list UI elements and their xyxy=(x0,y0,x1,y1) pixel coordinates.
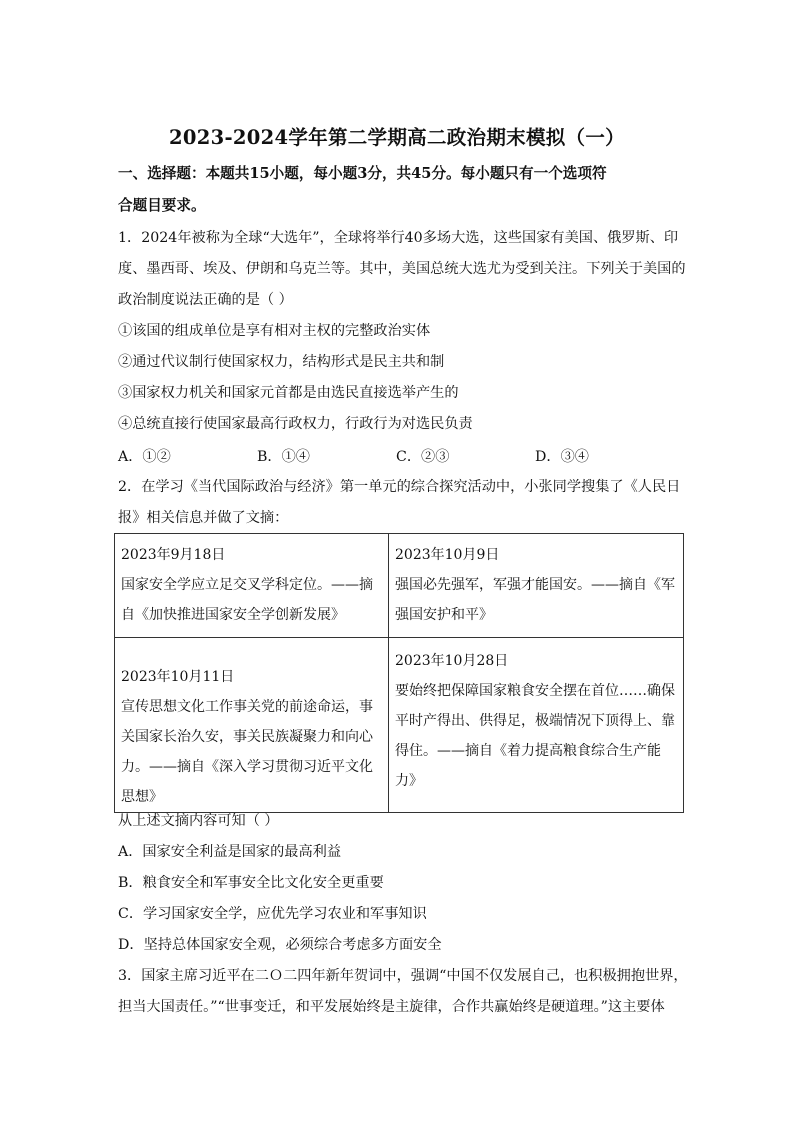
page-title: 2023-2024学年第二学期高二政治期末模拟（一） xyxy=(169,126,625,149)
digest-date: 2023年10月11日 xyxy=(121,669,235,685)
digest-cell xyxy=(389,638,684,813)
section-heading-cont: 合题目要求。 xyxy=(118,197,206,214)
section-heading: 一、选择题：本题共15小题，每小题3分，共45分。每小题只有一个选项符 xyxy=(118,165,607,182)
q1-options xyxy=(118,446,678,466)
table-row xyxy=(115,534,684,638)
q1-stem-line-1: 1．2024年被称为全球“大选年”，全球将举行40多场大选，这些国家有美国、俄罗斯、印 xyxy=(118,230,679,246)
q2-option-d[interactable]: D．坚持总体国家安全观，必须综合考虑多方面安全 xyxy=(118,937,442,953)
digest-cell xyxy=(115,638,389,813)
digest-cell xyxy=(389,534,684,638)
q1-statement-4: ④总统直接行使国家最高行政权力，行政行为对选民负责 xyxy=(118,416,473,432)
q2-stem: 从上述文摘内容可知（ ） xyxy=(118,813,279,829)
q1-statement-3: ③国家权力机关和国家元首都是由选民直接选举产生的 xyxy=(118,385,459,401)
digest-table xyxy=(114,533,684,813)
q1-option-a[interactable]: A．①② xyxy=(118,449,171,465)
digest-text: 要始终把保障国家粮食安全摆在首位……确保平时产得出、供得足，极端情况下顶得上、靠得住。——摘自《着力提高粮食综合生产能力》 xyxy=(395,683,675,789)
q2-stem-line-2: 报》相关信息并做了文摘： xyxy=(118,510,289,526)
digest-date: 2023年10月28日 xyxy=(395,653,509,669)
q1-statement-2: ②通过代议制行使国家权力，结构形式是民主共和制 xyxy=(118,354,445,370)
q1-stem-line-3: 政治制度说法正确的是（ ） xyxy=(118,292,293,308)
digest-date: 2023年10月9日 xyxy=(395,547,500,563)
q1-option-b[interactable]: B．①④ xyxy=(257,449,310,465)
q2-option-b[interactable]: B．粮食安全和军事安全比文化安全更重要 xyxy=(118,875,384,891)
digest-text: 宣传思想文化工作事关党的前途命运，事关国家长治久安，事关民族凝聚力和向心力。——摘自《深入学习贯彻习近平文化思想》 xyxy=(121,699,373,805)
q3-stem-line-2: 担当大国责任。”“世事变迁，和平发展始终是主旋律，合作共赢始终是硬道理。”这主要体 xyxy=(118,999,665,1015)
digest-text: 国家安全学应立足交叉学科定位。——摘自《加快推进国家安全学创新发展》 xyxy=(121,577,373,623)
q1-stem-line-2: 度、墨西哥、埃及、伊朗和乌克兰等。其中，美国总统大选尤为受到关注。下列关于美国的 xyxy=(118,261,686,277)
q3-stem-line-1: 3．国家主席习近平在二Ｏ二四年新年贺词中，强调“中国不仅发展自己，也积极拥抱世界， xyxy=(118,968,688,984)
q2-option-c[interactable]: C．学习国家安全学，应优先学习农业和军事知识 xyxy=(118,906,427,922)
q1-option-c[interactable]: C．②③ xyxy=(396,449,450,465)
digest-cell xyxy=(115,534,389,638)
q2-option-a[interactable]: A．国家安全利益是国家的最高利益 xyxy=(118,844,342,860)
table-row xyxy=(115,638,684,813)
q1-statement-1: ①该国的组成单位是享有相对主权的完整政治实体 xyxy=(118,323,431,339)
q1-option-d[interactable]: D．③④ xyxy=(535,449,589,465)
digest-date: 2023年9月18日 xyxy=(121,547,226,563)
digest-text: 强国必先强军，军强才能国安。——摘自《军强国安护和平》 xyxy=(395,577,675,623)
q2-stem-line-1: 2．在学习《当代国际政治与经济》第一单元的综合探究活动中，小张同学搜集了《人民日 xyxy=(118,479,681,495)
